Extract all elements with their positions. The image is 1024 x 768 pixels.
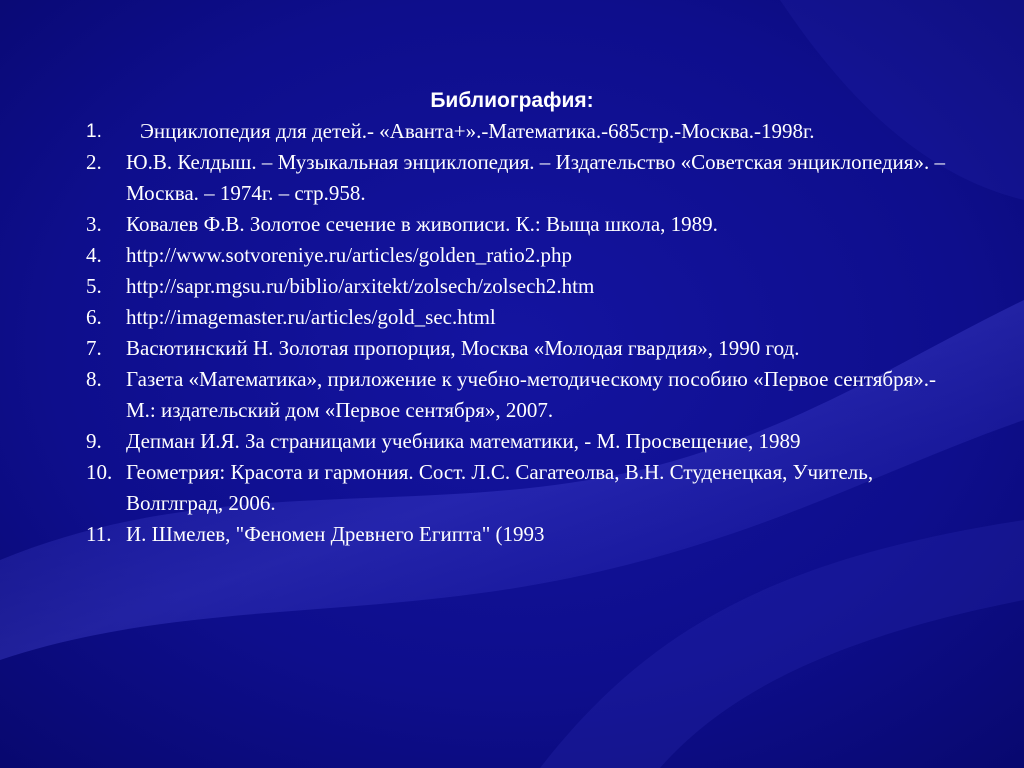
list-item (86, 271, 946, 302)
bibliography-list (86, 116, 946, 550)
list-item-number: 4. (86, 243, 102, 267)
list-item-text: Ковалев Ф.В. Золотое сечение в живописи. К.: Выща школа, 1989. (126, 212, 718, 236)
list-item (86, 209, 946, 240)
page-title: Библиография: (430, 89, 594, 112)
list-item-text: Энциклопедия для детей.- «Аванта+».-Математика.-685стр.-Москва.-1998г. (140, 119, 815, 143)
list-item-number: 6. (86, 305, 102, 329)
list-item (86, 426, 946, 457)
list-item-link[interactable]: http://sapr.mgsu.ru/biblio/arxitekt/zolsech/zolsech2.htm (126, 274, 595, 298)
list-item (86, 364, 946, 426)
list-item (86, 147, 946, 209)
list-item-number: 9. (86, 429, 102, 453)
list-item-number: 1. (86, 121, 102, 142)
list-item-number: 8. (86, 367, 102, 391)
list-item (86, 519, 946, 550)
list-item (86, 116, 946, 147)
list-item-number: 2. (86, 150, 102, 174)
list-item-text: Депман И.Я. За страницами учебника математики, - М. Просвещение, 1989 (126, 429, 801, 453)
list-item-text: Васютинский Н. Золотая пропорция, Москва «Молодая гвардия», 1990 год. (126, 336, 800, 360)
list-item-text: Геометрия: Красота и гармония. Сост. Л.С. Сагатеолва, В.Н. Студенецкая, Учитель, Волглград, 2006. (126, 460, 874, 515)
list-item-text: Ю.В. Келдыш. – Музыкальная энциклопедия. – Издательство «Советская энциклопедия». – Москва. – 1974г. – стр.958. (126, 150, 945, 205)
list-item (86, 240, 946, 271)
list-item-number: 7. (86, 336, 102, 360)
list-item-text: И. Шмелев, "Феномен Древнего Египта" (1993 (126, 522, 545, 546)
list-item-number: 11. (86, 522, 112, 546)
list-item-number: 5. (86, 274, 102, 298)
list-item-text: Газета «Математика», приложение к учебно-методическому пособию «Первое сентября».-М.: издательский дом «Первое сентября», 2007. (126, 367, 936, 422)
list-item-link[interactable]: http://www.sotvoreniye.ru/articles/golden_ratio2.php (126, 243, 572, 267)
list-item (86, 457, 946, 519)
list-item-number: 3. (86, 212, 102, 236)
list-item (86, 333, 946, 364)
list-item (86, 302, 946, 333)
list-item-link[interactable]: http://imagemaster.ru/articles/gold_sec.html (126, 305, 496, 329)
list-item-number: 10. (86, 460, 113, 484)
